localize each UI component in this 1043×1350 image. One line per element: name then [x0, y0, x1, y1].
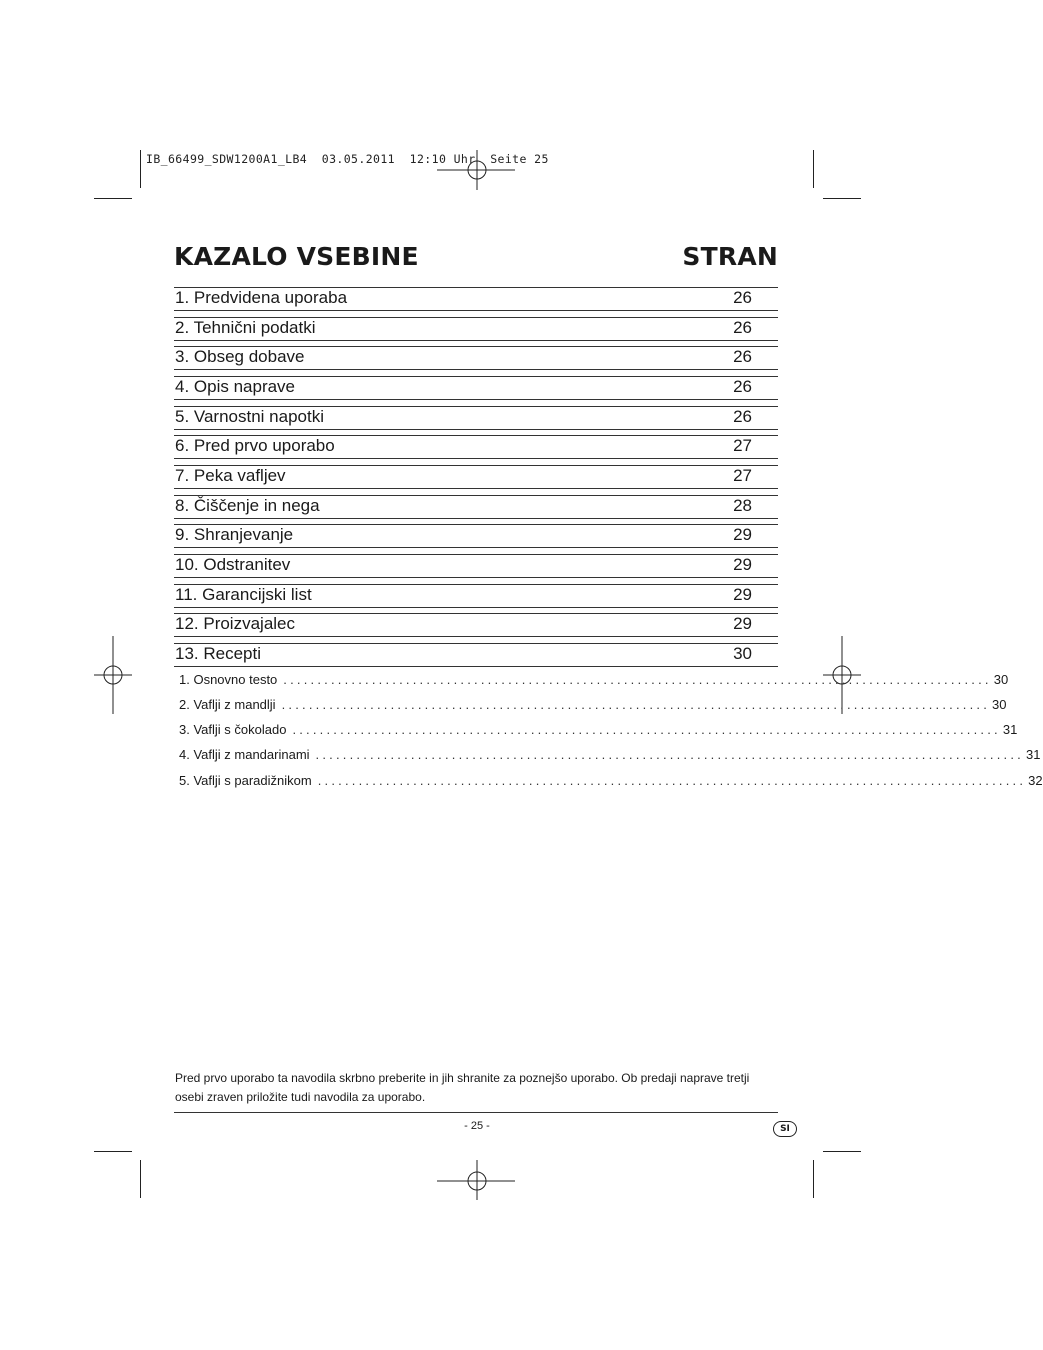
- recipe-entry-label: 5. Vaflji s paradižnikom: [179, 773, 312, 788]
- contents-title: KAZALO VSEBINE: [174, 242, 419, 271]
- toc-entry[interactable]: [174, 376, 778, 400]
- recipe-entry-label: 1. Osnovno testo: [179, 672, 278, 687]
- toc-entry-label: 9. Shranjevanje: [175, 525, 294, 544]
- recipe-entry[interactable]: [179, 722, 1018, 740]
- toc-entry-page: 29: [733, 585, 752, 604]
- toc-entry[interactable]: [174, 465, 778, 489]
- page-column-title: STRAN: [682, 242, 778, 271]
- toc-entry[interactable]: [174, 524, 778, 548]
- recipe-entry[interactable]: [179, 773, 1043, 791]
- recipe-entry-label: 4. Vaflji z mandarinami: [179, 747, 310, 762]
- recipe-entry[interactable]: [179, 747, 1041, 765]
- toc-entry[interactable]: [174, 584, 778, 608]
- recipe-entry-page: 31: [1002, 722, 1018, 737]
- toc-entry[interactable]: [174, 495, 778, 519]
- leader-dots: ........................................................................................................: [283, 672, 992, 687]
- recipe-entry-page: 32: [1028, 773, 1043, 788]
- toc-entry-label: 11. Garancijski list: [175, 585, 312, 604]
- toc-entry[interactable]: [174, 317, 778, 341]
- recipe-entry[interactable]: [179, 697, 1007, 715]
- toc-entry[interactable]: [174, 287, 778, 311]
- toc-entry-label: 10. Odstranitev: [175, 555, 291, 574]
- toc-entry-label: 13. Recepti: [175, 644, 261, 663]
- registration-mark-top: [437, 150, 517, 190]
- toc-entry-label: 5. Varnostni napotki: [175, 407, 324, 426]
- toc-entry-page: 27: [733, 466, 752, 485]
- toc-entry-label: 8. Čiščenje in nega: [175, 496, 320, 515]
- toc-entry-label: 12. Proizvajalec: [175, 614, 296, 633]
- toc-entry-label: 3. Obseg dobave: [175, 347, 305, 366]
- toc-entry[interactable]: [174, 435, 778, 459]
- toc-entry[interactable]: [174, 346, 778, 370]
- language-badge: SI: [773, 1121, 797, 1137]
- toc-entry-page: 28: [733, 496, 752, 515]
- print-slug: IB_66499_SDW1200A1_LB4 03.05.2011 12:10 Uhr Seite 25: [146, 152, 549, 166]
- toc-entry-page: 26: [733, 318, 752, 337]
- toc-entry-label: 1. Predvidena uporaba: [175, 288, 348, 307]
- toc-entry[interactable]: [174, 613, 778, 637]
- toc-entry-page: 29: [733, 555, 752, 574]
- recipe-entry-label: 3. Vaflji s čokolado: [179, 722, 287, 737]
- toc-entry-page: 26: [733, 407, 752, 426]
- toc-entry[interactable]: [174, 643, 778, 667]
- toc-entry-page: 27: [733, 436, 752, 455]
- footer-divider: [174, 1112, 778, 1113]
- toc-entry-page: 26: [733, 377, 752, 396]
- recipe-entry-page: 30: [992, 697, 1007, 712]
- toc-entry-page: 29: [733, 525, 752, 544]
- toc-entry-page: 26: [733, 347, 752, 366]
- recipe-entry-page: 30: [993, 672, 1009, 687]
- toc-entry[interactable]: [174, 406, 778, 430]
- toc-entry[interactable]: [174, 554, 778, 578]
- leader-dots: ........................................................................................................: [315, 747, 1024, 762]
- registration-mark-left: [94, 636, 134, 714]
- toc-entry-label: 4. Opis naprave: [175, 377, 296, 396]
- registration-mark-bottom: [437, 1160, 517, 1200]
- toc-entry-label: 7. Peka vafljev: [175, 466, 286, 485]
- leader-dots: ........................................................................................................: [317, 773, 1027, 788]
- page-number: - 25 -: [464, 1120, 490, 1132]
- toc-entry-page: 29: [733, 614, 752, 633]
- toc-entry-page: 26: [733, 288, 752, 307]
- toc-entry-label: 6. Pred prvo uporabo: [175, 436, 335, 455]
- toc-entry-label: 2. Tehnični podatki: [175, 318, 316, 337]
- toc-entry-page: 30: [733, 644, 752, 663]
- safety-note: Pred prvo uporabo ta navodila skrbno preberite in jih shranite za poznejšo uporabo. Ob predaji naprave tretji osebi zraven priložite tudi navodila za uporabo.: [175, 1071, 750, 1104]
- leader-dots: ........................................................................................................: [281, 697, 991, 712]
- recipe-entry-label: 2. Vaflji z mandlji: [179, 697, 276, 712]
- leader-dots: ........................................................................................................: [292, 722, 1001, 737]
- recipe-entry[interactable]: [179, 672, 1009, 690]
- recipe-entry-page: 31: [1025, 747, 1041, 762]
